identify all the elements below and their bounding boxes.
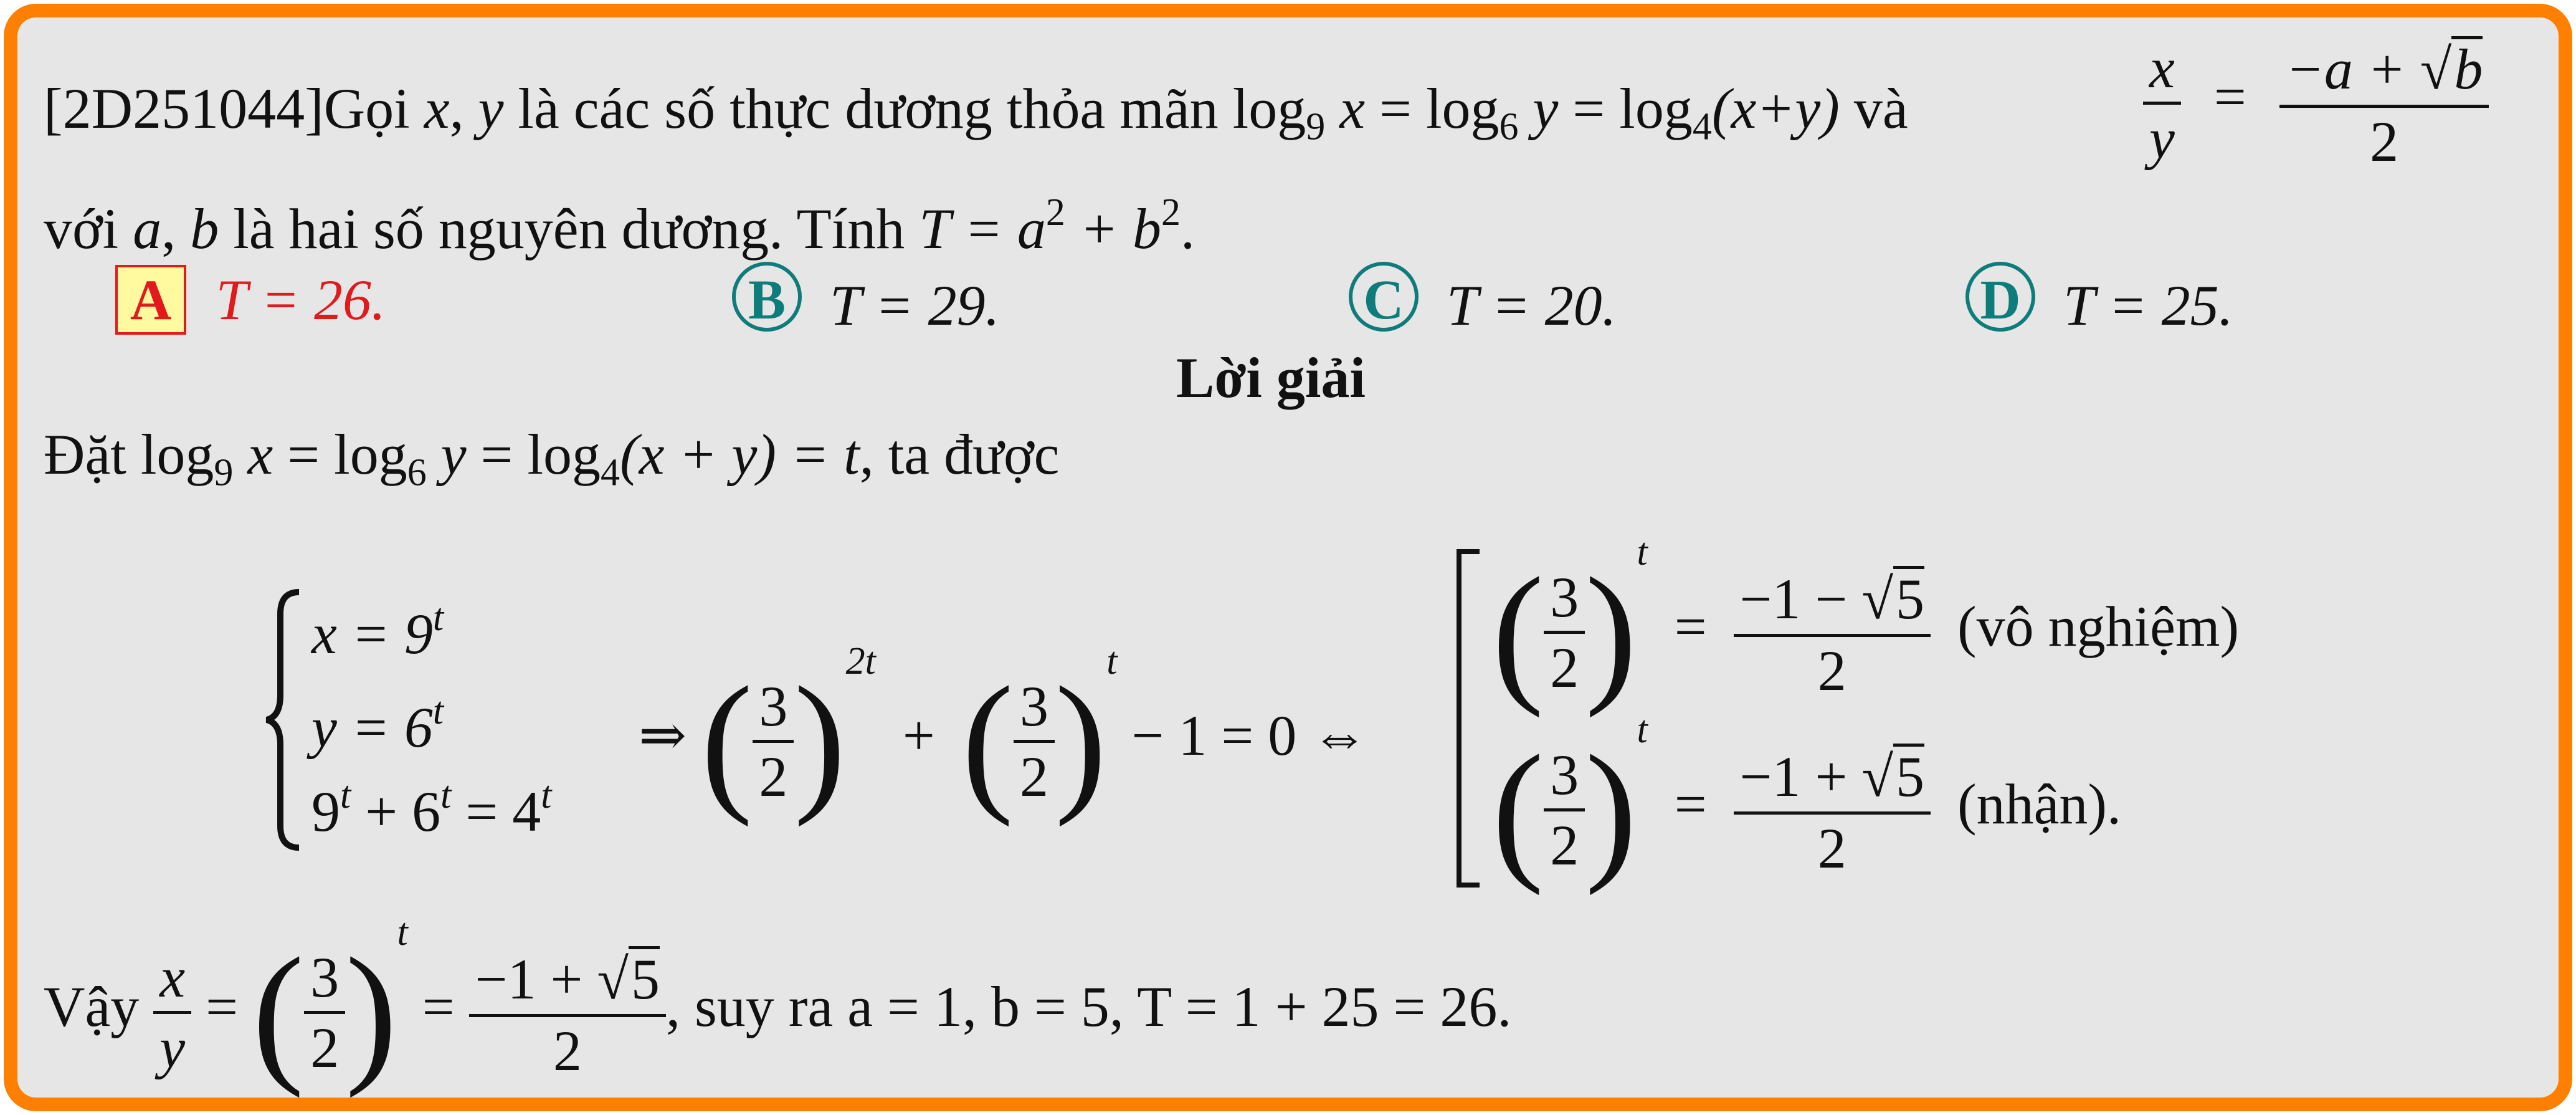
choice-text-c: T = 20. xyxy=(1447,273,1617,337)
rhs-fraction: $\frac{-a + √b}{2}$ xyxy=(2279,36,2489,170)
choice-text-b: T = 29. xyxy=(830,273,1000,337)
choice-text-a: T = 26. xyxy=(216,268,386,332)
exponential-equation: ⇒ ( $\frac{3}{2}$ )$^{2t}$ + ( $\frac{3}{2}$ )$^t$ − 1 = 0 ⇔ xyxy=(639,640,1369,828)
system-eq-3: $9^t + 6^t = 4^t$ xyxy=(311,774,552,844)
choice-a[interactable] xyxy=(115,265,386,335)
system-eq-1: $x = 9^t$ xyxy=(311,596,444,666)
question-line-2: với a, b là hai số nguyên dương. Tính $T = a^2 + b^2$. xyxy=(44,191,1195,261)
question-id: [2D251044] xyxy=(44,77,324,140)
choice-label-b: B xyxy=(732,262,802,332)
choice-d[interactable] xyxy=(1965,262,2233,337)
system-brace xyxy=(262,589,305,851)
choice-label-d: D xyxy=(1965,262,2035,332)
case-1-note: (vô nghiệm) xyxy=(1957,595,2240,658)
choice-b[interactable] xyxy=(732,262,1000,337)
solution-final-line: Vậy $\frac{x}{y}$ = ( $\frac{3}{2}$ )$^t$ = $\frac{-1 + √5}{2}$ , suy ra a = 1, b = 5, T = 1 + 25 = 26. xyxy=(44,911,1512,1099)
choice-label-a: A xyxy=(115,265,186,335)
question-line-1: [2D251044]Gọi x, y là các số thực dương thỏa mãn $\log_9 x = \log_6 y = \log_4(x+y)$ và xyxy=(44,77,1908,148)
case-1: ( $\frac{3}{2}$ )$^t$ = $\frac{-1 - √5}{2}$ (vô nghiệm) xyxy=(1492,531,2240,719)
system-eq-2: $y = 6^t$ xyxy=(311,690,444,760)
solution-heading: Lời giải xyxy=(1176,346,1366,409)
case-2-note: (nhận). xyxy=(1957,772,2122,836)
choice-text-d: T = 25. xyxy=(2063,273,2233,337)
case-2: ( $\frac{3}{2}$ )$^t$ = $\frac{-1 + √5}{2}$ (nhận). xyxy=(1492,709,2122,896)
choice-c[interactable] xyxy=(1349,262,1617,337)
solution-line-1: Đặt $\log_9 x = \log_6 y = \log_4(x + y) = t$, ta được xyxy=(44,423,1060,494)
ratio-fraction: $\frac{x}{y}$ = $\frac{-a + √b}{2}$ xyxy=(2143,36,2489,170)
case-bracket xyxy=(1452,548,1483,888)
choice-label-c: C xyxy=(1349,262,1419,332)
